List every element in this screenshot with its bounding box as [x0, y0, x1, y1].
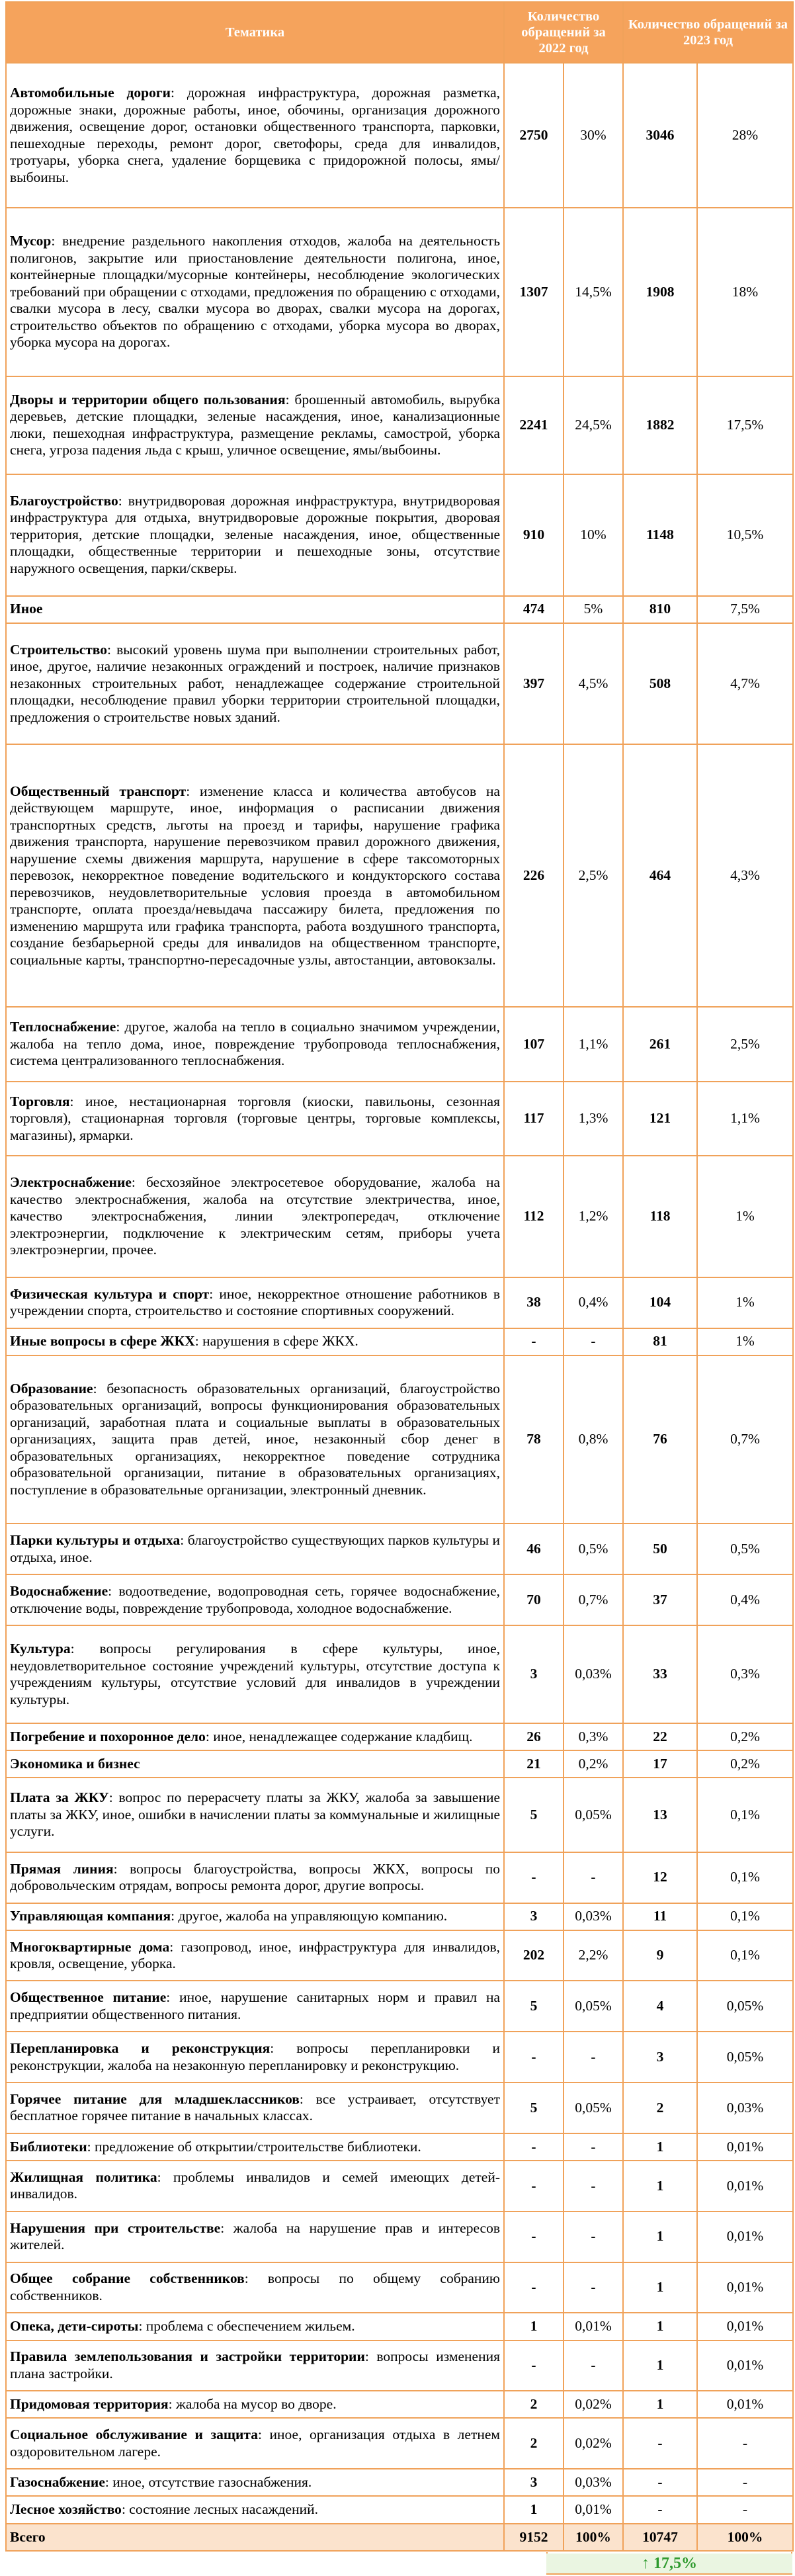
count-2023: 9 — [623, 1930, 697, 1981]
count-2022: 2241 — [504, 376, 564, 474]
row-topic — [6, 2469, 504, 2496]
share-2022: 1,2% — [564, 1156, 623, 1277]
share-2022: 2,5% — [564, 744, 623, 1007]
table-row — [6, 1903, 793, 1930]
topic-description: : проблема с обеспечением жильем. — [138, 2318, 355, 2335]
share-2023: 0,3% — [697, 1625, 793, 1723]
share-2022: 0,03% — [564, 1625, 623, 1723]
count-2022: 226 — [504, 744, 564, 1007]
topic-description: : внутридворовая дорожная инфраструктура, внутридворовая инфраструктура для отдыха, внутридворовые дорожные покрытия, дворовая территория, детские площадки, зеленые насаждения, иное, общественные площадки, общественные территории и пешеходные зоны, отсутствие наружного освещения, парки/скверы. — [10, 492, 500, 576]
share-2023: 0,01% — [697, 2161, 793, 2211]
topic-description: : иное, нарушение санитарных норм и правил на предприятии общественного питания. — [10, 1989, 500, 2022]
topic-title: Строительство — [10, 641, 108, 658]
count-2023: 1 — [623, 2133, 697, 2161]
topic-description: : другое, жалоба на тепло в социально значимом учреждении, жалоба на тепло дома, иное, повреждение трубопровода теплоснабжения, система централизованного теплоснабжения. — [10, 1019, 500, 1069]
header-count-2023: Количество обращений за 2023 год — [623, 2, 793, 63]
topic-title: Культура — [10, 1641, 71, 1657]
topic-title: Образование — [10, 1380, 93, 1396]
topic-title: Перепланировка и реконструкция — [10, 2040, 271, 2057]
row-topic — [6, 1930, 504, 1981]
topic-title: Газоснабжение — [10, 2474, 105, 2491]
total-row — [6, 2524, 793, 2551]
table-row — [6, 1778, 793, 1852]
share-2022: - — [564, 2133, 623, 2161]
share-2022: 0,03% — [564, 2469, 623, 2496]
count-2023: 508 — [623, 623, 697, 745]
count-2023: 50 — [623, 1524, 697, 1574]
table-body — [6, 63, 793, 2551]
share-2023: 1% — [697, 1156, 793, 1277]
count-2023: 17 — [623, 1750, 697, 1778]
growth-value: 17,5% — [653, 2555, 697, 2572]
share-2022: - — [564, 2340, 623, 2391]
row-topic — [6, 1981, 504, 2032]
count-2022: 202 — [504, 1930, 564, 1981]
count-2023: - — [623, 2418, 697, 2469]
count-2022: - — [504, 2262, 564, 2313]
count-2023: 33 — [623, 1625, 697, 1723]
share-2023: 4,3% — [697, 744, 793, 1007]
share-2023: 0,01% — [697, 2133, 793, 2161]
topic-description: : вопросы изменения плана застройки. — [10, 2348, 500, 2382]
count-2023: 2 — [623, 2082, 697, 2133]
share-2023: 0,2% — [697, 1750, 793, 1778]
topic-title: Опека, дети-сироты — [10, 2318, 139, 2335]
row-topic — [6, 1082, 504, 1156]
row-topic — [6, 1574, 504, 1625]
row-topic — [6, 2496, 504, 2523]
count-2023: 11 — [623, 1903, 697, 1930]
share-2023: 1,1% — [697, 1082, 793, 1156]
table-row — [6, 1750, 793, 1778]
share-2023: 0,7% — [697, 1355, 793, 1524]
topic-title: Теплоснабжение — [10, 1019, 116, 1035]
count-2023: - — [623, 2496, 697, 2523]
share-2022: 0,8% — [564, 1355, 623, 1524]
share-2022: 5% — [564, 596, 623, 623]
share-2022: - — [564, 1328, 623, 1355]
count-2022: 5 — [504, 1981, 564, 2032]
table-row — [6, 1930, 793, 1981]
topic-description: : газопровод, иное, инфраструктура для инвалидов, кровля, освещение, уборка. — [10, 1938, 501, 1972]
table-row — [6, 2133, 793, 2161]
share-2023: 18% — [697, 208, 793, 376]
count-2023: 1148 — [623, 474, 697, 596]
count-2022: 3 — [504, 1903, 564, 1930]
topic-description: : состояние лесных насаждений. — [121, 2501, 318, 2518]
table-row — [6, 1981, 793, 2032]
share-2023: 2,5% — [697, 1007, 793, 1081]
share-2023: - — [697, 2418, 793, 2469]
table-row — [6, 623, 793, 745]
header-count-2022: Количество обращений за 2022 год — [504, 2, 623, 63]
share-2023: 17,5% — [697, 376, 793, 474]
share-2023: 0,1% — [697, 1778, 793, 1852]
total-count-2022: 9152 — [504, 2524, 564, 2551]
count-2023: 13 — [623, 1778, 697, 1852]
share-2022: 0,05% — [564, 2082, 623, 2133]
count-2022: 21 — [504, 1750, 564, 1778]
topic-title: Правила землепользования и застройки территории — [10, 2348, 365, 2365]
topic-description: : иное, отсутствие газоснабжения. — [105, 2474, 312, 2491]
count-2022: - — [504, 2211, 564, 2262]
topic-title: Горячее питание для младшеклассников — [10, 2090, 300, 2107]
share-2023: 4,7% — [697, 623, 793, 745]
count-2023: 37 — [623, 1574, 697, 1625]
topic-title: Электроснабжение — [10, 1174, 132, 1191]
count-2022: 26 — [504, 1723, 564, 1750]
total-label: Всего — [6, 2524, 504, 2551]
share-2023: 28% — [697, 63, 793, 208]
row-topic — [6, 63, 504, 208]
table-row — [6, 2340, 793, 2391]
table-row — [6, 596, 793, 623]
row-topic — [6, 596, 504, 623]
count-2023: 22 — [623, 1723, 697, 1750]
table-row — [6, 2391, 793, 2418]
share-2022: - — [564, 2262, 623, 2313]
share-2022: - — [564, 2211, 623, 2262]
share-2022: - — [564, 2032, 623, 2082]
table-row — [6, 2418, 793, 2469]
count-2022: 5 — [504, 2082, 564, 2133]
table-row — [6, 63, 793, 208]
count-2023: 810 — [623, 596, 697, 623]
share-2022: 0,02% — [564, 2391, 623, 2418]
table-row — [6, 2313, 793, 2340]
topic-description: : предложение об открытии/строительстве библиотеки. — [87, 2138, 421, 2155]
topic-description: : другое, жалоба на управляющую компанию. — [171, 1908, 448, 1924]
topic-title: Общественный транспорт — [10, 783, 187, 799]
table-row — [6, 474, 793, 596]
count-2022: 1307 — [504, 208, 564, 376]
table-row — [6, 1524, 793, 1574]
appeals-table — [5, 1, 794, 2552]
table-row — [6, 1007, 793, 1081]
row-topic — [6, 2082, 504, 2133]
topic-description: : безопасность образовательных организаций, благоустройство образовательных организаций, вопросы функционирования образовательных организаций, заработная плата и социальные выплаты в образовательных организациях, защита прав детей, иное, незаконный сбор денег в образовательных организациях, некорректное поведение сотрудника образовательной организации, питание в образовательных организациях, поступление в образовательные организации, электронный дневник. — [10, 1380, 500, 1498]
share-2022: 0,5% — [564, 1524, 623, 1574]
count-2023: 3 — [623, 2032, 697, 2082]
count-2022: - — [504, 2340, 564, 2391]
count-2023: 1908 — [623, 208, 697, 376]
table-row — [6, 2082, 793, 2133]
count-2022: 3 — [504, 2469, 564, 2496]
topic-title: Экономика и бизнес — [10, 1756, 140, 1772]
topic-title: Торговля — [10, 1093, 70, 1109]
share-2023: 0,03% — [697, 2082, 793, 2133]
table-row — [6, 1277, 793, 1328]
count-2023: 4 — [623, 1981, 697, 2032]
share-2023: 0,1% — [697, 1852, 793, 1903]
count-2022: 474 — [504, 596, 564, 623]
topic-description: : водоотведение, водопроводная сеть, горячее водоснабжение, отключение воды, повреждение трубопровода, холодное водоснабжение. — [10, 1583, 500, 1616]
count-2023: 12 — [623, 1852, 697, 1903]
count-2023: 76 — [623, 1355, 697, 1524]
count-2022: 5 — [504, 1778, 564, 1852]
share-2023: 0,01% — [697, 2262, 793, 2313]
topic-description: : благоустройство существующих парков культуры и отдыха, иное. — [10, 1532, 500, 1565]
topic-title: Автомобильные дороги — [10, 85, 171, 101]
row-topic — [6, 1277, 504, 1328]
topic-title: Управляющая компания — [10, 1908, 171, 1924]
topic-title: Общественное питание — [10, 1989, 167, 2006]
count-2022: 112 — [504, 1156, 564, 1277]
row-topic — [6, 1852, 504, 1903]
count-2023: 1 — [623, 2313, 697, 2340]
row-topic — [6, 2262, 504, 2313]
share-2022: 1,3% — [564, 1082, 623, 1156]
table-row — [6, 1723, 793, 1750]
topic-description: : вопросы перепланировки и реконструкции, жалоба на незаконную перепланировку и реконструкцию. — [10, 2040, 500, 2073]
count-2023: 1 — [623, 2340, 697, 2391]
count-2023: 1 — [623, 2262, 697, 2313]
table-row — [6, 2161, 793, 2211]
table-row — [6, 2032, 793, 2082]
topic-title: Физическая культура и спорт — [10, 1285, 210, 1302]
topic-title: Водоснабжение — [10, 1583, 108, 1600]
row-topic — [6, 2032, 504, 2082]
total-count-2023: 10747 — [623, 2524, 697, 2551]
row-topic — [6, 1156, 504, 1277]
share-2023: 0,05% — [697, 2032, 793, 2082]
share-2023: 1% — [697, 1277, 793, 1328]
topic-description: : вопрос по перерасчету платы за ЖКУ, жалоба за завышение платы за ЖКУ, иное, ошибки в начислении платы за коммунальные и жилищные услуги. — [10, 1789, 500, 1840]
row-topic — [6, 2161, 504, 2211]
count-2022: 70 — [504, 1574, 564, 1625]
count-2022: 117 — [504, 1082, 564, 1156]
topic-title: Общее собрание собственников — [10, 2270, 245, 2287]
row-topic — [6, 1778, 504, 1852]
topic-description: : вопросы регулирования в сфере культуры, иное, неудовлетворительное состояние учреждений культуры, отсутствие доступа к учреждениям культуры, отсутствие условий для инвалидов в учреждении культуры. — [10, 1641, 500, 1707]
topic-title: Плата за ЖКУ — [10, 1789, 109, 1806]
row-topic — [6, 744, 504, 1007]
share-2022: 0,02% — [564, 2418, 623, 2469]
topic-description: : иное, ненадлежащее содержание кладбищ. — [205, 1728, 473, 1744]
topic-description: : изменение класса и количества автобусов на действующем маршруте, иное, информация о расписании движения транспортных средств, льготы на проезд и тарифы, нарушение графика движения транспорта, нарушение перевозчиком правил дорожного движения, нарушение схемы движения маршрута, нарушение в сфере таксомоторных перевозок, некорректное поведение водительского и кондукторского состава перевозчиков, неудовлетворительные условия проезда в автомобильном транспорте, оплата проезда/невыдача пассажиру билета, предложения по изменению маршрута или графика транспорта, работа воздушного транспорта, создание безбарьерной среды для инвалидов на общественном транспорте, социальные карты, транспортно-пересадочные узлы, автостанции, автовокзалы. — [10, 783, 500, 968]
share-2023: - — [697, 2496, 793, 2523]
count-2022: 1 — [504, 2313, 564, 2340]
count-2022: 3 — [504, 1625, 564, 1723]
count-2022: - — [504, 2161, 564, 2211]
topic-description: : внедрение раздельного накопления отходов, жалоба на деятельность полигонов, закрытие или приостановление деятельности полигона, иное, контейнерные площадки/мусорные контейнеры, несоблюдение экологических требований при обращении с отходами, предложения по обращению с отходами, свалки мусора в лесу, свалки мусора во дворах, свалки мусора на дорогах, строительство объектов по обращению с отходами, уборка мусора во дворах, уборка мусора на дорогах. — [10, 233, 500, 351]
row-topic — [6, 1328, 504, 1355]
share-2023: 0,01% — [697, 2391, 793, 2418]
topic-title: Погребение и похоронное дело — [10, 1728, 206, 1744]
topic-description: : дорожная инфраструктура, дорожная разметка, дорожные знаки, дорожные работы, иное, обочины, организация дорожного движения, освещение дорог, остановки общественного транспорта, парковки, пешеходные переходы, ремонт дорог, светофоры, среда для инвалидов, тротуары, уборка снега, удаление борщевика с придорожной полосы, ямы/выбоины. — [10, 85, 500, 185]
topic-description: : высокий уровень шума при выполнении строительных работ, иное, другое, наличие незаконных ограждений и построек, наличие признаков незаконных строительных работ, ненадлежащее содержание строительной площадки, несоблюдение правил уборки территории строительной площадки, предложения о строительстве новых зданий. — [10, 641, 500, 725]
share-2023: 0,01% — [697, 2313, 793, 2340]
share-2022: 2,2% — [564, 1930, 623, 1981]
topic-title: Нарушения при строительстве — [10, 2219, 221, 2236]
share-2022: 4,5% — [564, 623, 623, 745]
share-2022: 0,7% — [564, 1574, 623, 1625]
table-row — [6, 1328, 793, 1355]
topic-title: Многоквартирные дома — [10, 1938, 170, 1955]
share-2022: - — [564, 2161, 623, 2211]
count-2023: 1 — [623, 2161, 697, 2211]
row-topic — [6, 1625, 504, 1723]
table-row — [6, 1574, 793, 1625]
count-2022: 38 — [504, 1277, 564, 1328]
topic-description: : нарушения в сфере ЖКХ. — [194, 1333, 358, 1350]
row-topic — [6, 1524, 504, 1574]
table-row — [6, 2469, 793, 2496]
share-2022: 0,05% — [564, 1778, 623, 1852]
row-topic — [6, 623, 504, 745]
topic-title: Прямая линия — [10, 1860, 114, 1877]
topic-title: Иные вопросы в сфере ЖКХ — [10, 1333, 195, 1350]
share-2023: 7,5% — [697, 596, 793, 623]
topic-title: Придомовая территория — [10, 2396, 169, 2413]
topic-title: Мусор — [10, 233, 52, 249]
header-topic: Тематика — [6, 2, 504, 63]
count-2022: 107 — [504, 1007, 564, 1081]
count-2022: 78 — [504, 1355, 564, 1524]
topic-title: Социальное обслуживание и защита — [10, 2426, 258, 2443]
topic-description: : иное, некорректное отношение работников в учреждении спорта, строительство и состояние спортивных сооружений. — [10, 1285, 501, 1319]
count-2022: - — [504, 2133, 564, 2161]
row-topic — [6, 2313, 504, 2340]
row-topic — [6, 208, 504, 376]
share-2022: 0,4% — [564, 1277, 623, 1328]
row-topic — [6, 1007, 504, 1081]
table-row — [6, 2496, 793, 2523]
share-2022: - — [564, 1852, 623, 1903]
count-2022: 1 — [504, 2496, 564, 2523]
row-topic — [6, 2340, 504, 2391]
count-2023: 464 — [623, 744, 697, 1007]
table-row — [6, 376, 793, 474]
share-2023: 0,2% — [697, 1723, 793, 1750]
row-topic — [6, 376, 504, 474]
topic-title: Иное — [10, 601, 43, 617]
share-2023: 1% — [697, 1328, 793, 1355]
growth-indicator — [546, 2554, 792, 2573]
row-topic — [6, 474, 504, 596]
count-2023: 261 — [623, 1007, 697, 1081]
topic-description: : вопросы благоустройства, вопросы ЖКХ, вопросы по добровольческим отрядам, вопросы ремонта дорог, другие вопросы. — [10, 1860, 500, 1894]
share-2022: 0,01% — [564, 2313, 623, 2340]
share-2023: 0,05% — [697, 1981, 793, 2032]
topic-title: Парки культуры и отдыха — [10, 1532, 181, 1549]
table-row — [6, 1852, 793, 1903]
row-topic — [6, 1723, 504, 1750]
count-2023: - — [623, 2469, 697, 2496]
count-2023: 3046 — [623, 63, 697, 208]
share-2022: 0,01% — [564, 2496, 623, 2523]
topic-title: Библиотеки — [10, 2138, 87, 2155]
row-topic — [6, 2133, 504, 2161]
row-topic — [6, 1355, 504, 1524]
table-row — [6, 744, 793, 1007]
up-arrow-icon: ↑ — [642, 2555, 649, 2572]
table-row — [6, 2262, 793, 2313]
count-2023: 1 — [623, 2391, 697, 2418]
share-2022: 0,05% — [564, 1981, 623, 2032]
count-2022: 2 — [504, 2391, 564, 2418]
count-2022: 2750 — [504, 63, 564, 208]
topic-description: : иное, нестационарная торговля (киоски, павильоны, сезонная торговля), стационарная торговля (торговые центры, торговые комплексы, магазины), ярмарки. — [10, 1093, 500, 1143]
row-topic — [6, 1750, 504, 1778]
topic-description: : все устраивает, отсутствует бесплатное горячее питание в начальных классах. — [10, 2090, 500, 2124]
row-topic — [6, 2211, 504, 2262]
count-2023: 104 — [623, 1277, 697, 1328]
share-2023: 10,5% — [697, 474, 793, 596]
count-2023: 118 — [623, 1156, 697, 1277]
row-topic — [6, 2418, 504, 2469]
share-2022: 30% — [564, 63, 623, 208]
topic-description: : вопросы по общему собранию собственников. — [10, 2270, 500, 2303]
header-row — [6, 2, 793, 63]
count-2023: 1882 — [623, 376, 697, 474]
table-row — [6, 1355, 793, 1524]
count-2022: 397 — [504, 623, 564, 745]
table-row — [6, 208, 793, 376]
count-2022: 2 — [504, 2418, 564, 2469]
share-2023: 0,5% — [697, 1524, 793, 1574]
topic-description: : бесхозяйное электросетевое оборудование, жалоба на качество электроснабжения, жалоба на отсутствие электричества, иное, качество электроснабжения, линии электропередач, отключение электроэнергии, подключение к электрическим сетям, приборы учета электроэнергии, прочее. — [10, 1174, 500, 1258]
row-topic — [6, 2391, 504, 2418]
topic-title: Лесное хозяйство — [10, 2501, 122, 2518]
topic-description: : брошенный автомобиль, вырубка деревьев, детские площадки, зеленые насаждения, иное, канализационные люки, пешеходная инфраструктура, размещение рекламы, самострой, уборка снега, угроза падения льда с крыш, уличное освещение, ямы/выбоины. — [10, 391, 500, 458]
share-2022: 0,2% — [564, 1750, 623, 1778]
table-row — [6, 2211, 793, 2262]
share-2022: 24,5% — [564, 376, 623, 474]
share-2023: 0,4% — [697, 1574, 793, 1625]
topic-description: : жалоба на мусор во дворе. — [168, 2396, 337, 2413]
share-2023: - — [697, 2469, 793, 2496]
table-row — [6, 1156, 793, 1277]
count-2022: 46 — [504, 1524, 564, 1574]
count-2023: 1 — [623, 2211, 697, 2262]
share-2022: 0,3% — [564, 1723, 623, 1750]
share-2023: 0,01% — [697, 2340, 793, 2391]
table-row — [6, 1625, 793, 1723]
share-2022: 10% — [564, 474, 623, 596]
share-2022: 0,03% — [564, 1903, 623, 1930]
total-share-2023: 100% — [697, 2524, 793, 2551]
count-2022: 910 — [504, 474, 564, 596]
share-2023: 0,1% — [697, 1930, 793, 1981]
share-2023: 0,1% — [697, 1903, 793, 1930]
share-2022: 1,1% — [564, 1007, 623, 1081]
topic-title: Дворы и территории общего пользования — [10, 391, 286, 408]
topic-description: : иное, организация отдыха в летнем оздоровительном лагере. — [10, 2426, 500, 2460]
topic-description: : жалоба на нарушение прав и интересов жителей. — [10, 2219, 500, 2253]
count-2023: 121 — [623, 1082, 697, 1156]
table-row — [6, 1082, 793, 1156]
topic-title: Благоустройство — [10, 492, 118, 509]
share-2022: 14,5% — [564, 208, 623, 376]
count-2022: - — [504, 2032, 564, 2082]
row-topic — [6, 1903, 504, 1930]
topic-title: Жилищная политика — [10, 2168, 157, 2185]
share-2023: 0,01% — [697, 2211, 793, 2262]
total-share-2022: 100% — [564, 2524, 623, 2551]
count-2023: 81 — [623, 1328, 697, 1355]
count-2022: - — [504, 1328, 564, 1355]
topic-description: : проблемы инвалидов и семей имеющих детей-инвалидов. — [10, 2168, 500, 2202]
count-2022: - — [504, 1852, 564, 1903]
